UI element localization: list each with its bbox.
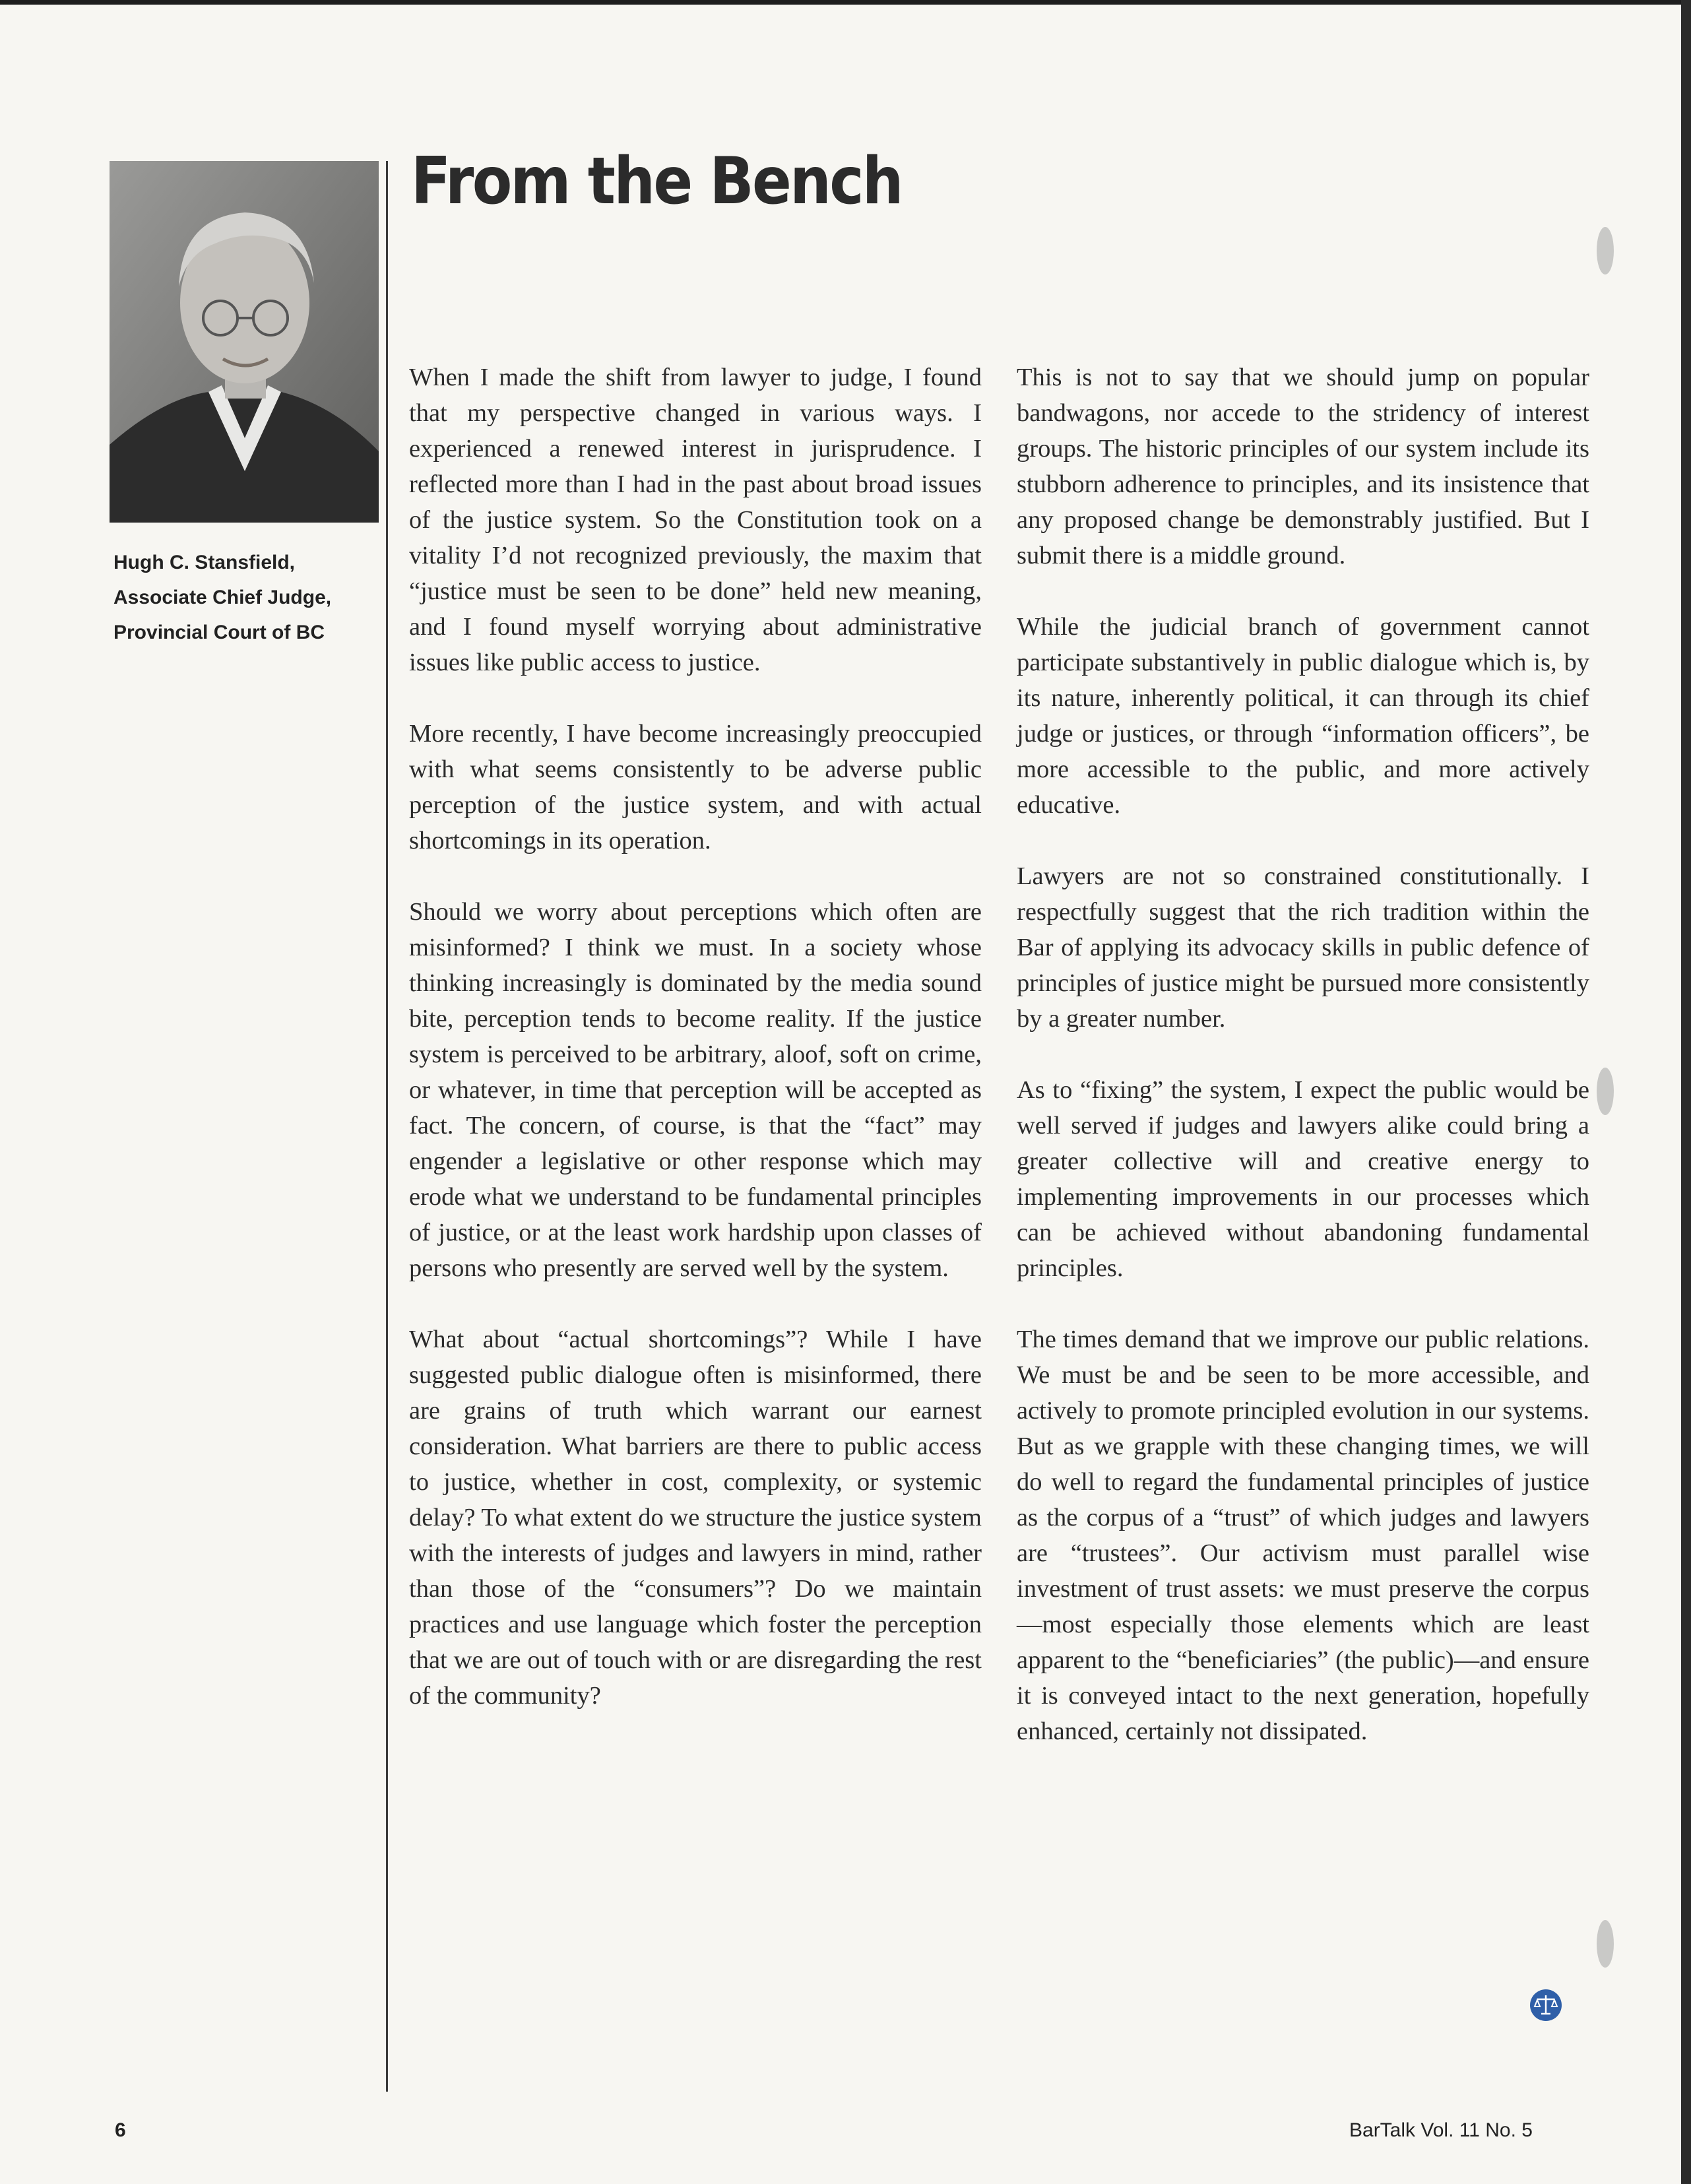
issue-label: BarTalk Vol. 11 No. 5 (1349, 2119, 1533, 2141)
page-title: From the Bench (411, 144, 902, 219)
caption-name: Hugh C. Stansfield, (113, 552, 296, 573)
article-paragraph: This is not to say that we should jump on popular bandwagons, nor accede to the stridency of interest groups. The historic principles of our system include its stubborn adherence to principles, and its insistence that any proposed change be demonstrably justified. But I submit there is a middle ground. (1017, 364, 1589, 569)
binder-hole (1597, 1920, 1614, 1968)
binder-hole (1597, 227, 1614, 274)
top-rule (0, 0, 1691, 5)
article-paragraph: As to “fixing” the system, I expect the public would be well served if judges and lawyers alike could bring a greater collective will and creative energy to implementing improvements in our processes which can be achieved without abandoning fundamental principles. (1017, 1076, 1589, 1282)
article-paragraph: More recently, I have become increasingly preoccupied with what seems consistently to be adverse public perception of the justice system, and with actual shortcomings in its operation. (409, 720, 982, 854)
author-caption (113, 545, 364, 650)
article-paragraph: When I made the shift from lawyer to judge, I found that my perspective changed in various ways. I experienced a renewed interest in jurisprudence. I reflected more than I had in the past about broad issues of the justice system. So the Constitution took on a vitality I’d not recognized previously, the maxim that “justice must be seen to be done” held new meaning, and I found myself worrying about administrative issues like public access to justice. (409, 364, 982, 676)
page-edge-shadow (1681, 0, 1691, 2184)
article-right-column (1017, 360, 1589, 1785)
article-paragraph: Lawyers are not so constrained constitutionally. I respectfully suggest that the rich tradition within the Bar of applying its advocacy skills in public defence of principles of justice might be pursued more consistently by a greater number. (1017, 862, 1589, 1033)
article-left-column (409, 360, 982, 1749)
caption-court: Provincial Court of BC (113, 622, 325, 643)
article-paragraph: What about “actual shortcomings”? While I have suggested public dialogue often is misinformed, there are grains of truth which warrant our earnest consideration. What barriers are there to public access to justice, whether in cost, complexity, or systemic delay? To what extent do we structure the justice system with the interests of judges and lawyers in mind, rather than those of the “consumers”? Do we maintain practices and use language which foster the perception that we are out of touch with or are disregarding the rest of the community? (409, 1326, 982, 1710)
binder-hole (1597, 1068, 1614, 1115)
article-paragraph: Should we worry about perceptions which often are misinformed? I think we must. In a society whose thinking increasingly is dominated by the media sound bite, perception tends to become reality. If the justice system is perceived to be arbitrary, aloof, soft on crime, or whatever, in time that perception will be accepted as fact. The concern, of course, is that the “fact” may engender a legislative or other response which may erode what we understand to be fundamental principles of justice, or at the least work hardship upon classes of persons who presently are served well by the system. (409, 898, 982, 1282)
article-paragraph: While the judicial branch of government cannot participate substantively in public dialogue which is, by its nature, inherently political, it can through its chief judge or justices, or through “information officers”, be more accessible to the public, and more actively educative. (1017, 613, 1589, 819)
page-number: 6 (115, 2119, 126, 2141)
column-divider (386, 161, 388, 2092)
caption-position: Associate Chief Judge, (113, 587, 332, 608)
scales-of-justice-icon (1529, 1989, 1562, 2022)
article-paragraph: The times demand that we improve our public relations. We must be and be seen to be more accessible, and actively to promote principled evolution in our systems. But as we grapple with these changing times, we will do well to regard the fundamental principles of justice as the corpus of a “trust” of which judges and lawyers are “trustees”. Our activism must parallel wise investment of trust assets: we must preserve the corpus—most especially those elements which are least apparent to the “beneficiaries” (the public)—and ensure it is conveyed intact to the next generation, hopefully enhanced, certainly not dissipated. (1017, 1326, 1589, 1745)
author-portrait-photo (110, 161, 379, 523)
